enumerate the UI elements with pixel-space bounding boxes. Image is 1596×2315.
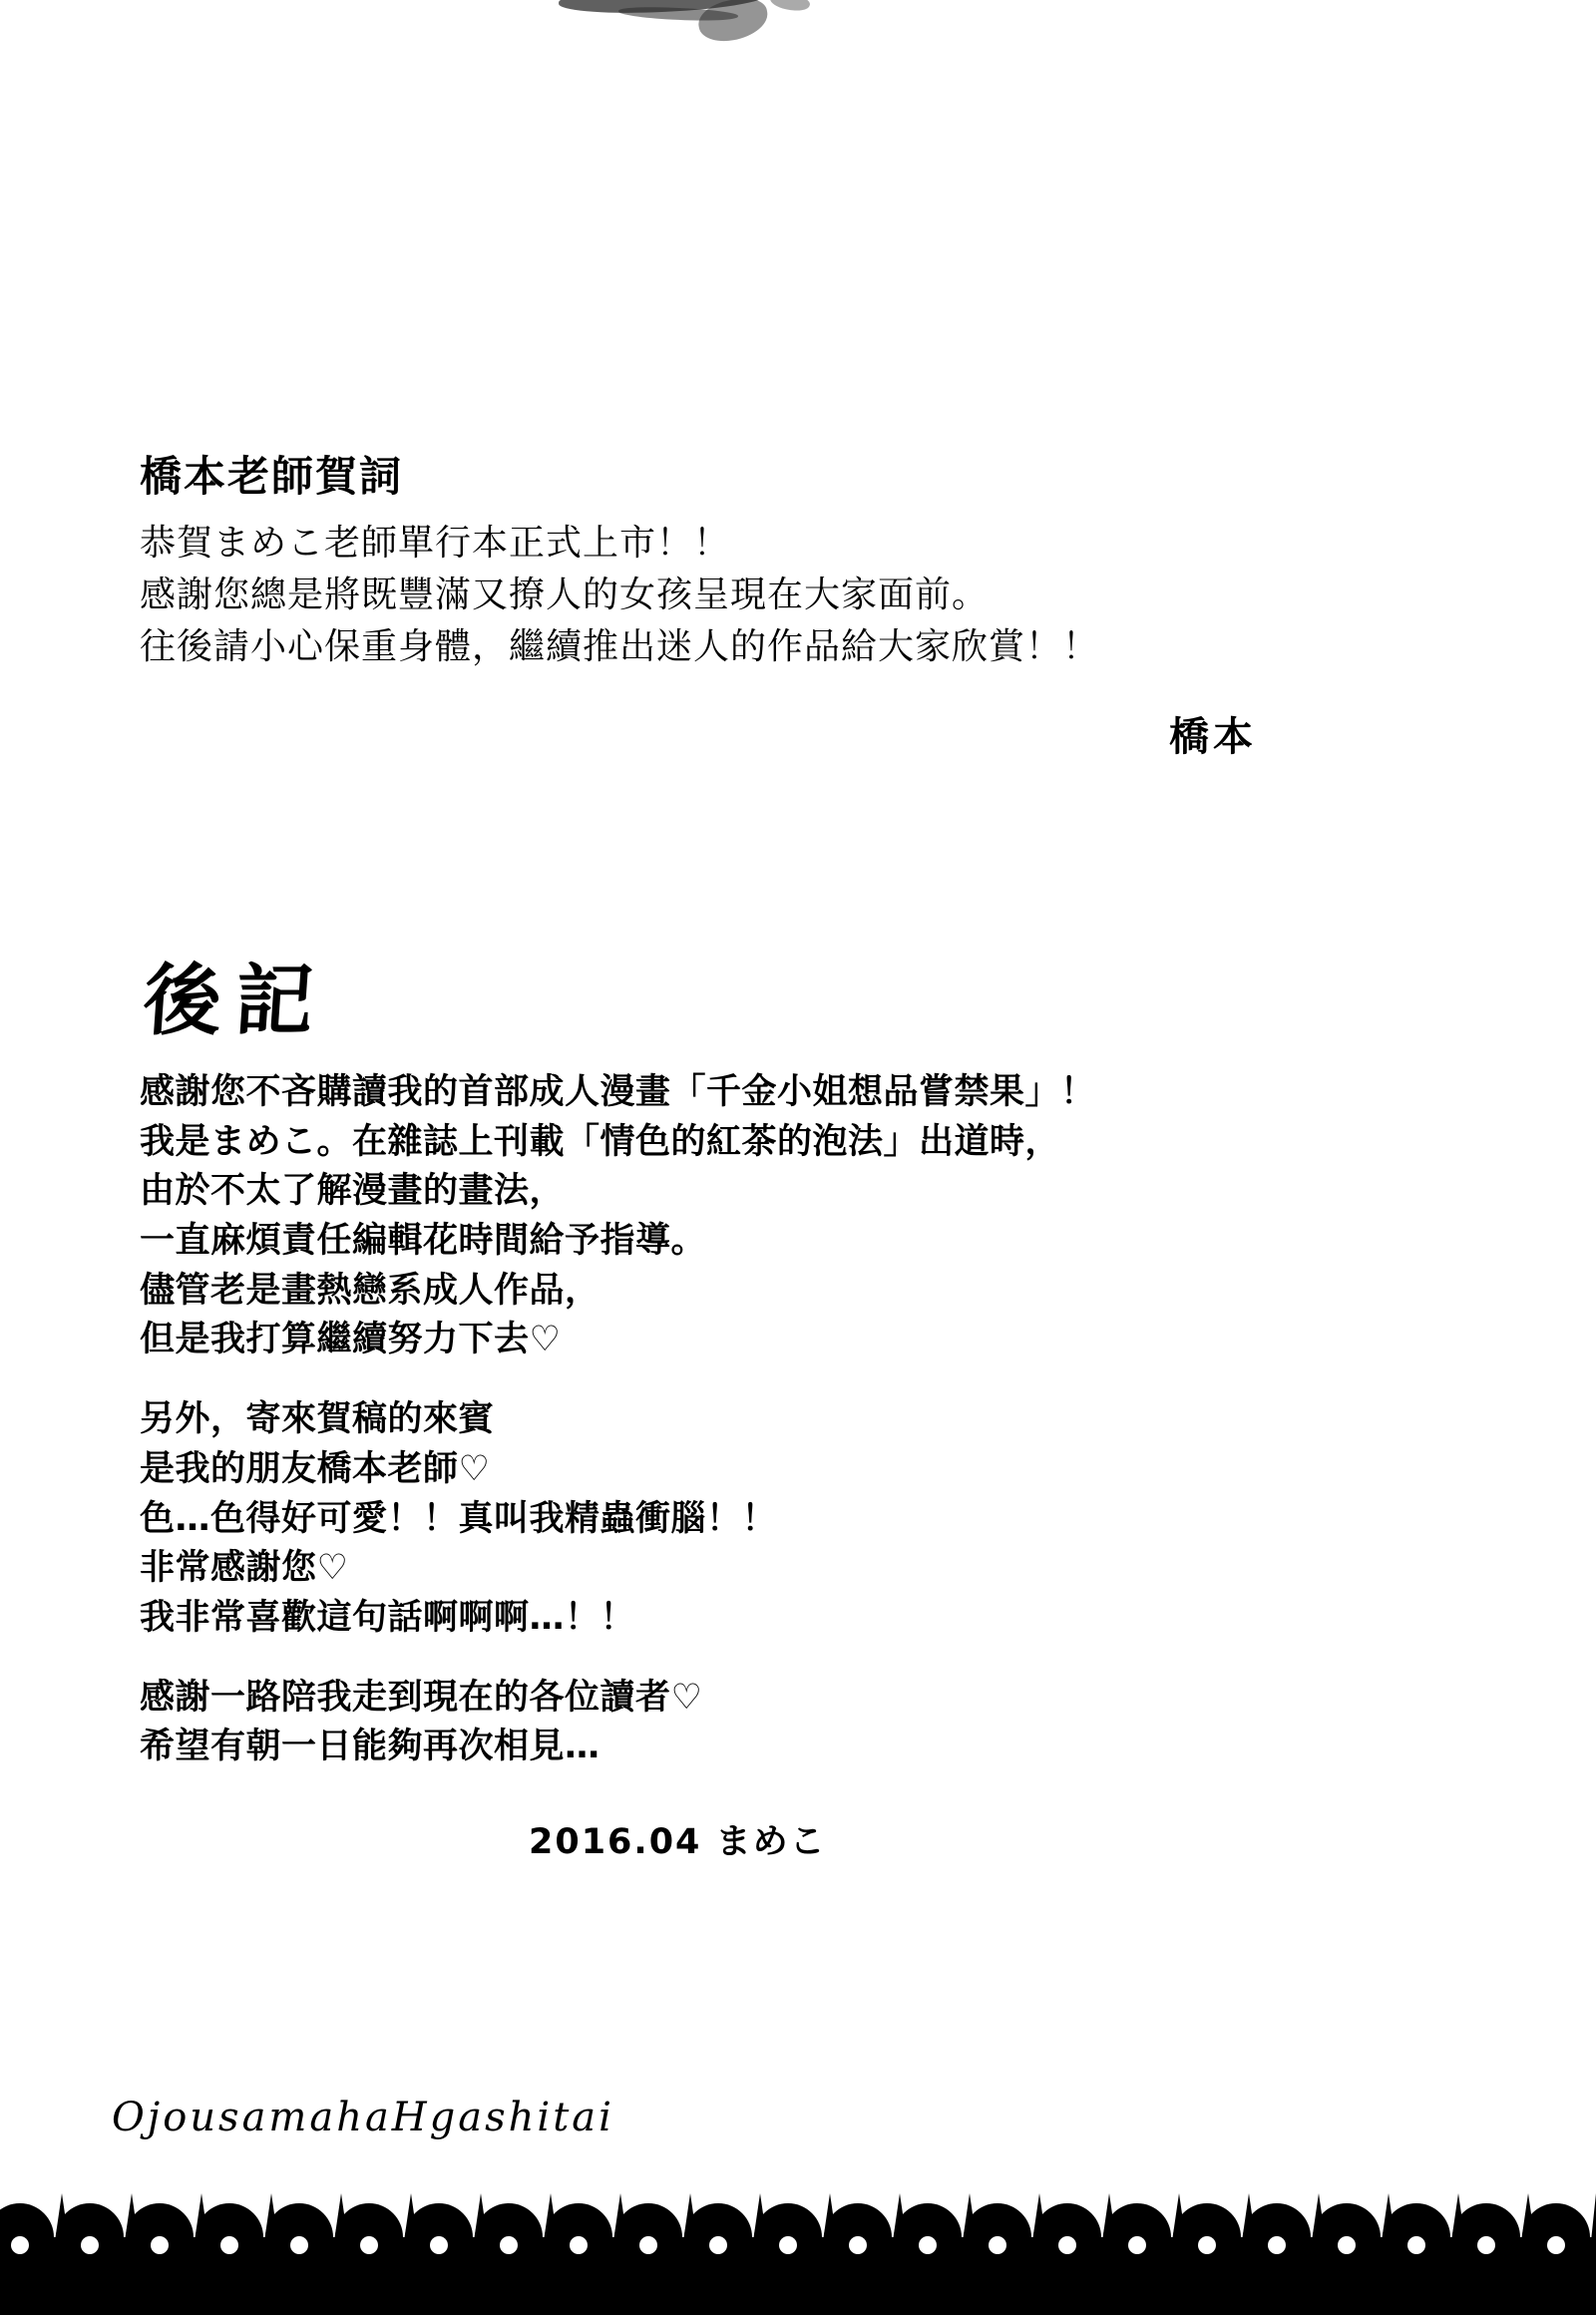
- afterword-paragraph: [140, 1674, 1476, 1772]
- afterword-line: 儘管老是畫熱戀系成人作品，: [140, 1270, 600, 1311]
- afterword-section: [140, 956, 1476, 1864]
- afterword-line: 感謝您不吝購讀我的首部成人漫畫「千金小姐想品嘗禁果」！: [140, 1072, 1096, 1112]
- afterword-line: 希望有朝一日能夠再次相見…: [140, 1727, 600, 1767]
- afterword-line: 由於不太了解漫畫的畫法，: [140, 1171, 566, 1212]
- afterword-line: 是我的朋友橋本老師♡: [140, 1448, 491, 1489]
- afterword-line: 但是我打算繼續努力下去♡: [140, 1320, 562, 1360]
- afterword-line: 我非常喜歡這句話啊啊啊…！！: [140, 1597, 636, 1638]
- afterword-heading: 後記: [140, 956, 331, 1046]
- lace-border-decoration: [0, 2145, 1596, 2315]
- afterword-paragraph: [140, 1395, 1476, 1643]
- guest-greeting-line: 恭賀まめこ老師單行本正式上市！！: [140, 523, 731, 565]
- smudge-shape: [769, 0, 811, 14]
- afterword-line: 一直麻煩責任編輯花時間給予指導。: [140, 1221, 707, 1262]
- afterword-line: 非常感謝您♡: [140, 1548, 349, 1589]
- guest-greeting-line: 感謝您總是將既豐滿又撩人的女孩呈現在大家面前。: [140, 575, 990, 616]
- guest-greeting-line: 往後請小心保重身體，繼續推出迷人的作品給大家欣賞！！: [140, 625, 1100, 667]
- afterword-line: 色…色得好可愛！！真叫我精蟲衝腦！！: [140, 1498, 778, 1539]
- footer-romanized-title: OjousamahaHgashitai: [112, 2095, 614, 2140]
- afterword-line: 我是まめこ。在雜誌上刊載「情色的紅茶的泡法」出道時，: [140, 1121, 1061, 1162]
- afterword-line: 感謝一路陪我走到現在的各位讀者♡: [140, 1677, 703, 1718]
- guest-greeting-signature: 橋本: [1169, 713, 1257, 760]
- afterword-date-signature: 2016.04 まめこ: [529, 1821, 827, 1862]
- guest-greeting-section: [140, 454, 1466, 762]
- lace-scallops: [0, 2203, 1590, 2271]
- guest-greeting-title: 橋本老師賀詞: [140, 452, 404, 501]
- afterword-line: 另外，寄來賀稿的來賓: [140, 1399, 495, 1440]
- afterword-paragraph: [140, 1068, 1476, 1365]
